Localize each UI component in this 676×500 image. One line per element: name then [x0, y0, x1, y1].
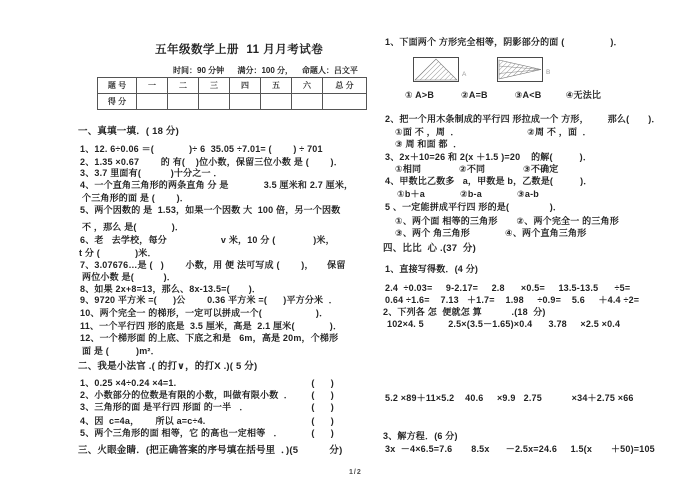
calculation-line: 5.2 ×89＋11×5.2 40.6 ×9.9 2.75 ×34＋2.75 ×66	[385, 393, 634, 403]
mental-math-line: 0.64 ÷1.6= 7.13 ＋1.7= 1.98 ÷0.9= 5.6 ＋4.4 ÷2=	[385, 295, 640, 305]
section-1-title: 一、真填一填．( 18 分)	[78, 126, 179, 137]
fill-blank-line: 7、3.07676…是 ( ) 小数，用 便 法可写成 ( )， 保留	[80, 260, 346, 270]
score-table-cell: 总 分	[323, 78, 367, 94]
judge-answer-bracket: ( )	[311, 416, 334, 426]
fill-blank-line: 11、一个平行四 形的底是 3.5 厘米，高是 2.1 厘米( )．	[80, 321, 343, 331]
fill-blank-line: 9、9720 平方米 =( )公 0.36 平方米 =( )平方分米 ．	[80, 295, 338, 305]
score-table-header-row	[98, 78, 367, 94]
judge-line	[80, 378, 334, 389]
choice-options-line: ①面 不 ，周 ． ②周 不 ，面 ．	[395, 127, 592, 137]
judge-line	[80, 428, 334, 439]
judge-statement: 3、三角形的面 是平行四 形面 的一半 ．	[80, 402, 249, 412]
fill-blank-line: 10、两个完全一 的梯形，一定可以拼成一个( )．	[80, 308, 329, 318]
fill-blank-line: 6、老 去学校，每分 v 米，10 分 ( )米，	[80, 235, 335, 245]
score-table-cell: 三	[199, 78, 230, 94]
choice-question-line: 5 、一定能拼成平行四 形的是( )．	[385, 202, 563, 212]
exam-meta: 时间：90 分钟 满分：100 分， 命题人：吕文平	[173, 66, 358, 75]
score-table-empty-cell	[199, 94, 230, 110]
figure-a-shaded-triangle-in-rectangle	[413, 57, 460, 82]
score-table-cell: 五	[261, 78, 292, 94]
score-table-cell: 题 号	[98, 78, 137, 94]
judge-answer-bracket: ( )	[311, 378, 334, 388]
choice-options-line: ③ 周 和面 都 ．	[395, 139, 463, 149]
score-table-score-row	[98, 94, 367, 110]
judge-answer-bracket: ( )	[311, 402, 334, 412]
page-number: 1/2	[349, 469, 362, 476]
fill-blank-line: 12、一个梯形面 的上底、下底之和是 6m，高是 20m，个梯形	[80, 333, 339, 343]
calculation-line: 102×4. 5 2.5×(3.5－1.65)×0.4 3.78 ×2.5 ×0.4	[387, 319, 621, 329]
judge-statement: 2、小数部分的位数是有限的小数，叫做有限小数 ．	[80, 390, 294, 400]
subsection-title: 3、解方程．(6 分)	[383, 431, 458, 441]
fill-blank-line: 3、3.7 里面有( )十分之一 ．	[80, 168, 223, 178]
choice-question-line: 4、甲数比乙数多 a，甲数是 b，乙数是( )．	[385, 176, 593, 186]
choice-question-line: 3、2x＋10=26 和 2(x ＋1.5 )=20 的解( )．	[385, 152, 593, 162]
fill-blank-line: t 分 ( )米．	[79, 248, 157, 258]
equation-line: 3x －4×6.5=7.6 8.5x －2.5x=24.6 1.5(x ＋50)=105	[385, 444, 655, 454]
judge-statement: 4、因 c=4a， 所以 a=c÷4.	[80, 416, 206, 426]
fill-blank-line: 面 是 ( )m²．	[82, 346, 160, 356]
score-table	[97, 77, 367, 110]
choice-options-line: ① A>B ②A=B ③A<B ④无法比	[405, 90, 602, 100]
fill-blank-line: 两位小数 是( )．	[82, 272, 177, 282]
score-table-cell: 四	[230, 78, 261, 94]
judge-line	[80, 402, 334, 413]
judge-line	[80, 390, 334, 401]
score-table-cell: 二	[168, 78, 199, 94]
score-table-empty-cell	[230, 94, 261, 110]
score-table-empty-cell	[168, 94, 199, 110]
fill-blank-line: 1、12. 6÷0.06 ＝( )÷ 6 35.05 ÷7.01= ( ) ÷ 701	[80, 144, 323, 154]
score-table-empty-cell	[137, 94, 168, 110]
fill-blank-line: 5、两个因数的 是 1.53，如果一个因数 大 100 倍，另一个因数	[80, 205, 341, 215]
score-table-cell: 得 分	[98, 94, 137, 110]
subsection-title: 2、下列各 怎 便就怎 算 .(18 分)	[383, 307, 546, 317]
score-table-empty-cell	[323, 94, 367, 110]
fill-blank-line: 8、如果 2x+8=13，那么、8x-13.5=( )．	[80, 284, 262, 294]
figure-b-label: B	[546, 69, 551, 76]
judge-answer-bracket: ( )	[311, 428, 334, 438]
fill-blank-line: 2、1.35 ×0.67 的 有( )位小数，保留三位小数 是 ( )．	[80, 157, 343, 167]
choice-options-line: ①b＋a ②b-a ③a-b	[397, 189, 539, 199]
section-3-title: 三、火眼金睛．(把正确答案的序号填在括号里 ．)(5 分)	[78, 445, 343, 456]
choice-options-line: ①、两个面 相等的三角形 ②、两个完全一 的三角形	[395, 216, 619, 226]
score-table-empty-cell	[261, 94, 292, 110]
judge-statement: 1、0.25 ×4÷0.24 ×4=1.	[80, 378, 177, 388]
fill-blank-line: 不 ，那么 是( )．	[82, 222, 185, 232]
fill-blank-line: 个三角形的面 是 ( )．	[82, 193, 189, 203]
judge-statement: 5、两个三角形的面 相等，它 的高也一定相等 ．	[80, 428, 283, 438]
judge-answer-bracket: ( )	[311, 390, 334, 400]
fill-blank-line: 4、一个直角三角形的两条直角 分 是 3.5 厘米和 2.7 厘米，	[80, 180, 354, 190]
figure-b-shaded-triangle-in-rectangle	[497, 57, 544, 82]
score-table-cell: 六	[292, 78, 323, 94]
figure-a-label: A	[462, 71, 467, 78]
score-table-cell: 一	[137, 78, 168, 94]
judge-line	[80, 416, 334, 427]
section-2-title: 二、我是小法官 .( 的打∨，的打X .)( 5 分)	[78, 361, 258, 372]
section-4-title: 四、比比 心 .(37 分)	[383, 243, 476, 254]
score-table-empty-cell	[292, 94, 323, 110]
subsection-title: 1、直接写得数．(4 分)	[385, 264, 479, 274]
page-title: 五年级数学上册 11 月月考试卷	[155, 44, 324, 56]
choice-question-line: 2、把一个用木条制成的平行四 形拉成一个 方形， 那么( )．	[385, 114, 661, 124]
choice-options-line: ①相同 ②不同 ③不确定	[395, 164, 559, 174]
mental-math-line: 2.4 ÷0.03= 9-2.17= 2.8 ×0.5= 13.5-13.5 ÷5=	[385, 283, 631, 293]
choice-options-line: ③、两个 角三角形 ④、两个直角三角形	[395, 228, 587, 238]
choice-question-line: 1、下面两个 方形完全相等，阴影部分的面 ( )．	[385, 37, 623, 47]
